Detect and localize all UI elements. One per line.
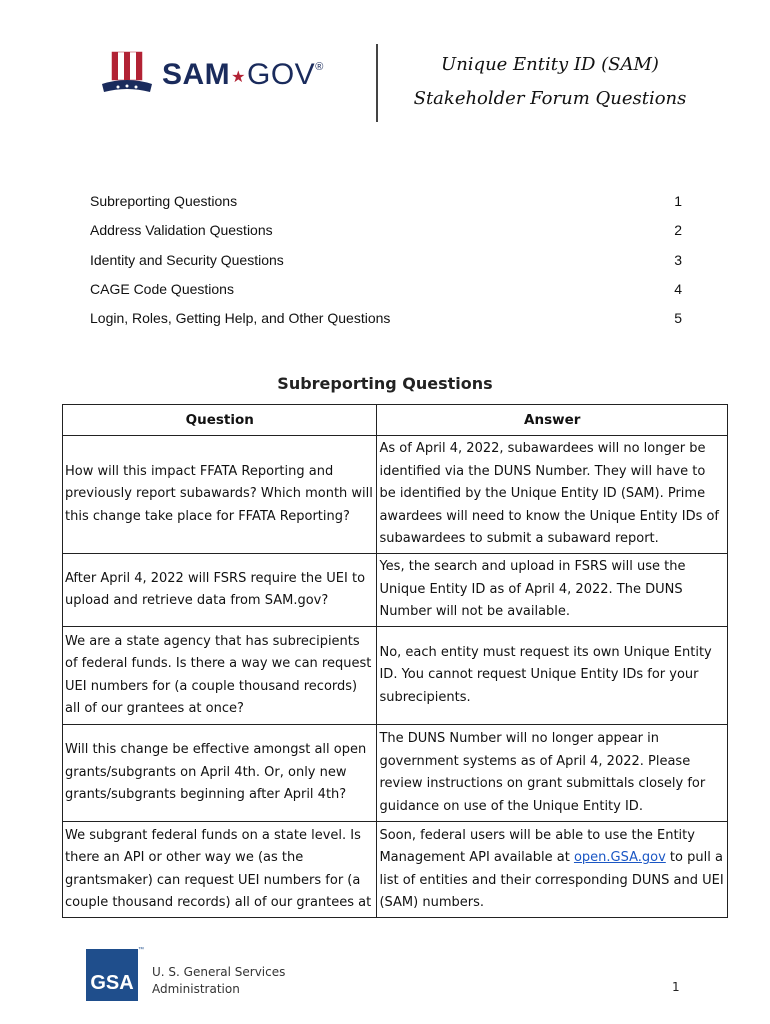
toc-label: Identity and Security Questions [90, 251, 284, 268]
answer-cell: No, each entity must request its own Unique Entity ID. You cannot request Unique Entity IDs for your subrecipients. [377, 627, 728, 725]
toc-entry[interactable] [90, 249, 682, 278]
answer-cell [377, 822, 728, 918]
table-row [63, 554, 728, 627]
question-cell: After April 4, 2022 will FSRS require the UEI to upload and retrieve data from SAM.gov? [63, 554, 377, 627]
toc-page: 5 [674, 310, 682, 327]
table-row [63, 725, 728, 822]
column-header-question: Question [63, 405, 377, 436]
title-line-2: Stakeholder Forum Questions [413, 88, 687, 109]
toc-page: 4 [674, 280, 682, 297]
logo-suffix: GOV [247, 58, 316, 91]
toc-label: CAGE Code Questions [90, 280, 234, 297]
section-heading: Subreporting Questions [277, 374, 493, 393]
answer-cell: Yes, the search and upload in FSRS will use the Unique Entity ID as of April 4, 2022. The DUNS Number will not be available. [377, 554, 728, 627]
logo-registered-mark: ® [315, 61, 324, 73]
question-cell: How will this impact FFATA Reporting and previously report subawards? Which month will this change take place for FFATA Reporting? [63, 436, 377, 554]
logo-name: SAM [162, 58, 231, 91]
toc-label: Subreporting Questions [90, 193, 238, 209]
toc-page: 3 [674, 251, 682, 268]
qa-table [62, 404, 728, 918]
table-row [63, 436, 728, 554]
open-gsa-link[interactable]: open.GSA.gov [573, 850, 666, 865]
table-row [63, 822, 728, 918]
page-number: 1 [672, 980, 680, 994]
toc-page: 2 [674, 222, 682, 239]
toc-page: 1 [674, 193, 682, 209]
column-header-answer: Answer [377, 405, 728, 436]
toc-label: Address Validation Questions [90, 222, 273, 239]
sam-gov-logo [100, 50, 330, 106]
table-of-contents [90, 190, 682, 336]
answer-cell: The DUNS Number will no longer appear in government systems as of April 4, 2022. Please review instructions on grant submittals closely for guidance on use of the Unique Entity ID. [377, 725, 728, 822]
question-cell: Will this change be effective amongst all open grants/subgrants on April 4th. Or, only new grants/subgrants beginning after April 4th? [63, 725, 377, 822]
question-cell: We subgrant federal funds on a state level. Is there an API or other way we (as the grantsmaker) can request UEI numbers for (a couple thousand records) all of our grantees at [63, 822, 377, 918]
logo-star-icon: ★ [231, 69, 247, 86]
header-divider [376, 44, 378, 122]
document-title [400, 48, 700, 116]
gsa-logo-text: GSA [90, 972, 134, 994]
footer-organization: U. S. General Services Administration [152, 965, 286, 996]
toc-entry[interactable] [90, 190, 682, 219]
toc-label: Login, Roles, Getting Help, and Other Questions [90, 310, 391, 327]
toc-entry[interactable] [90, 307, 682, 336]
table-row [63, 627, 728, 725]
uncle-sam-hat-icon [100, 50, 160, 100]
toc-entry[interactable] [90, 219, 682, 248]
table-header-row [63, 405, 728, 436]
gsa-trademark: ™ [138, 947, 144, 953]
logo-wordmark [162, 58, 324, 92]
answer-text-before: Soon, federal users will be able to use the Entity Management API available at [379, 827, 695, 865]
question-cell: We are a state agency that has subrecipients of federal funds. Is there a way we can request UEI numbers for (a couple thousand records) all of our grantees at once? [63, 627, 377, 725]
gsa-logo [86, 947, 144, 1001]
title-line-1: Unique Entity ID (SAM) [441, 54, 659, 75]
answer-text-after: to pull a list of entities and their corresponding DUNS and UEI (SAM) numbers. [379, 850, 724, 910]
toc-entry[interactable] [90, 278, 682, 307]
answer-cell: As of April 4, 2022, subawardees will no longer be identified via the DUNS Number. They will have to be identified by the Unique Entity ID (SAM). Prime awardees will need to know the Unique Entity IDs of subawardees to submit a subaward report. [377, 436, 728, 554]
